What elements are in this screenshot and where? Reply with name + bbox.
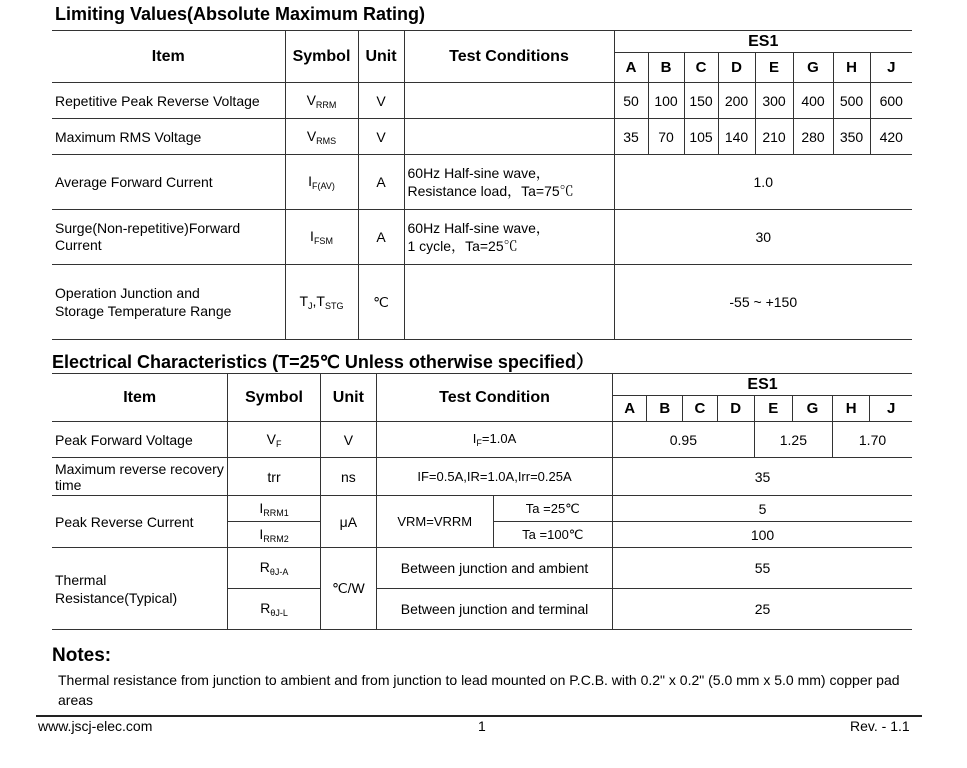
item-cell: Maximum RMS Voltage [52,119,285,155]
notes-text: Thermal resistance from junction to ambient and from junction to lead mounted on P.C.B. with 0.2" x 0.2" (5.0 mm x 5.0 mm) copper pad areas [58,672,900,708]
header-es1: ES1 [613,374,912,396]
limiting-values-title: Limiting Values(Absolute Maximum Rating) [55,4,426,24]
value-cell: 100 [648,83,684,119]
header-letter: C [683,396,717,422]
value-cell: 0.95 [613,422,755,458]
table-row [52,548,912,589]
condition-cell: Between junction and ambient [376,548,612,589]
condition-cell [404,83,614,119]
symbol-cell: $V_{RRM}$ [285,83,358,119]
header-letter: G [793,53,833,83]
header-item: Item [52,374,228,422]
value-cell: 70 [648,119,684,155]
condition-cell: 60Hz Half-sine wave， Resistance load，Ta=75℃ [404,155,614,210]
value-cell: 55 [613,548,912,589]
header-symbol: Symbol [228,374,320,422]
symbol-cell: $I_{F(AV)}$ [285,155,358,210]
value-cell: 1.25 [754,422,832,458]
item-cell: Peak Reverse Current [52,496,228,548]
value-cell: 30 [614,210,912,265]
symbol-cell: $I_{FSM}$ [285,210,358,265]
header-letter: B [648,53,684,83]
value-cell: 420 [870,119,912,155]
symbol-cell: $I_{RRM2}$ [228,522,320,548]
header-letter: C [684,53,718,83]
value-cell: 280 [793,119,833,155]
value-cell: 140 [718,119,755,155]
unit-cell: A [358,210,404,265]
item-cell: Surge(Non-repetitive)Forward Current [52,210,285,265]
value-cell: 210 [755,119,793,155]
header-item: Item [52,31,285,83]
unit-cell: A [358,155,404,210]
value-cell: 5 [613,496,912,522]
header-letter: D [718,53,755,83]
table-row [52,458,912,496]
unit-cell: V [320,422,376,458]
value-cell: 200 [718,83,755,119]
unit-cell: μA [320,496,376,548]
value-cell: 400 [793,83,833,119]
value-cell: 150 [684,83,718,119]
condition-cell: Ta =100℃ [493,522,613,548]
value-cell: 500 [833,83,870,119]
table-row [52,496,912,522]
item-cell: Thermal Resistance(Typical) [52,548,228,630]
value-cell: 105 [684,119,718,155]
header-letter: H [833,53,870,83]
notes-title: Notes: [52,645,112,666]
value-cell: 35 [614,119,648,155]
header-test-condition: Test Condition [376,374,612,422]
unit-cell: V [358,83,404,119]
condition-cell: $I_F=1.0A$ [376,422,612,458]
value-cell: 35 [613,458,912,496]
header-letter: D [717,396,754,422]
footer-revision: Rev. - 1.1 [850,718,910,734]
unit-cell: ℃ [358,265,404,340]
table-row [52,265,912,340]
table-row [52,83,912,119]
symbol-cell: trr [228,458,320,496]
table-row [52,210,912,265]
footer-website: www.jscj-elec.com [38,718,153,734]
condition-cell: Ta =25℃ [493,496,613,522]
symbol-cell: $R_{\theta J-A}$ [228,548,320,589]
header-letter: H [833,396,870,422]
item-cell: Average Forward Current [52,155,285,210]
item-cell: Operation Junction and Storage Temperature Range [52,265,285,340]
header-letter: E [755,53,793,83]
header-letter: A [614,53,648,83]
header-letter: E [754,396,792,422]
value-cell: 50 [614,83,648,119]
header-letter: A [613,396,647,422]
electrical-characteristics-title: Electrical Characteristics (T=25℃ Unless otherwise specified） [52,352,594,372]
table-row [52,422,912,458]
symbol-cell: $I_{RRM1}$ [228,496,320,522]
condition-cell: VRM=VRRM [376,496,493,548]
electrical-characteristics-table [52,373,912,630]
header-letter: G [792,396,832,422]
item-cell: Repetitive Peak Reverse Voltage [52,83,285,119]
footer-page-number: 1 [478,718,486,734]
value-cell: 100 [613,522,912,548]
header-unit: Unit [320,374,376,422]
value-cell: 600 [870,83,912,119]
item-cell: Maximum reverse recovery time [52,458,228,496]
header-symbol: Symbol [285,31,358,83]
unit-cell: ℃/W [320,548,376,630]
condition-cell: IF=0.5A,IR=1.0A,Irr=0.25A [376,458,612,496]
table-row [52,119,912,155]
unit-cell: V [358,119,404,155]
header-letter: J [870,396,912,422]
header-test-conditions: Test Conditions [404,31,614,83]
footer-divider [36,715,922,717]
unit-cell: ns [320,458,376,496]
symbol-cell: $V_{RMS}$ [285,119,358,155]
symbol-cell: $T_J,T_{STG}$ [285,265,358,340]
item-cell: Peak Forward Voltage [52,422,228,458]
condition-cell [404,265,614,340]
condition-cell: Between junction and terminal [376,589,612,630]
symbol-cell: $V_F$ [228,422,320,458]
value-cell: 350 [833,119,870,155]
condition-cell: 60Hz Half-sine wave， 1 cycle，Ta=25℃ [404,210,614,265]
value-cell: 1.0 [614,155,912,210]
header-letter: B [647,396,683,422]
value-cell: 25 [613,589,912,630]
table-row [52,155,912,210]
limiting-values-table [52,30,912,340]
symbol-cell: $R_{\theta J-L}$ [228,589,320,630]
value-cell: 300 [755,83,793,119]
header-letter: J [870,53,912,83]
condition-cell [404,119,614,155]
value-cell: 1.70 [833,422,912,458]
header-es1: ES1 [614,31,912,53]
header-unit: Unit [358,31,404,83]
value-cell: -55 ~ +150 [614,265,912,340]
